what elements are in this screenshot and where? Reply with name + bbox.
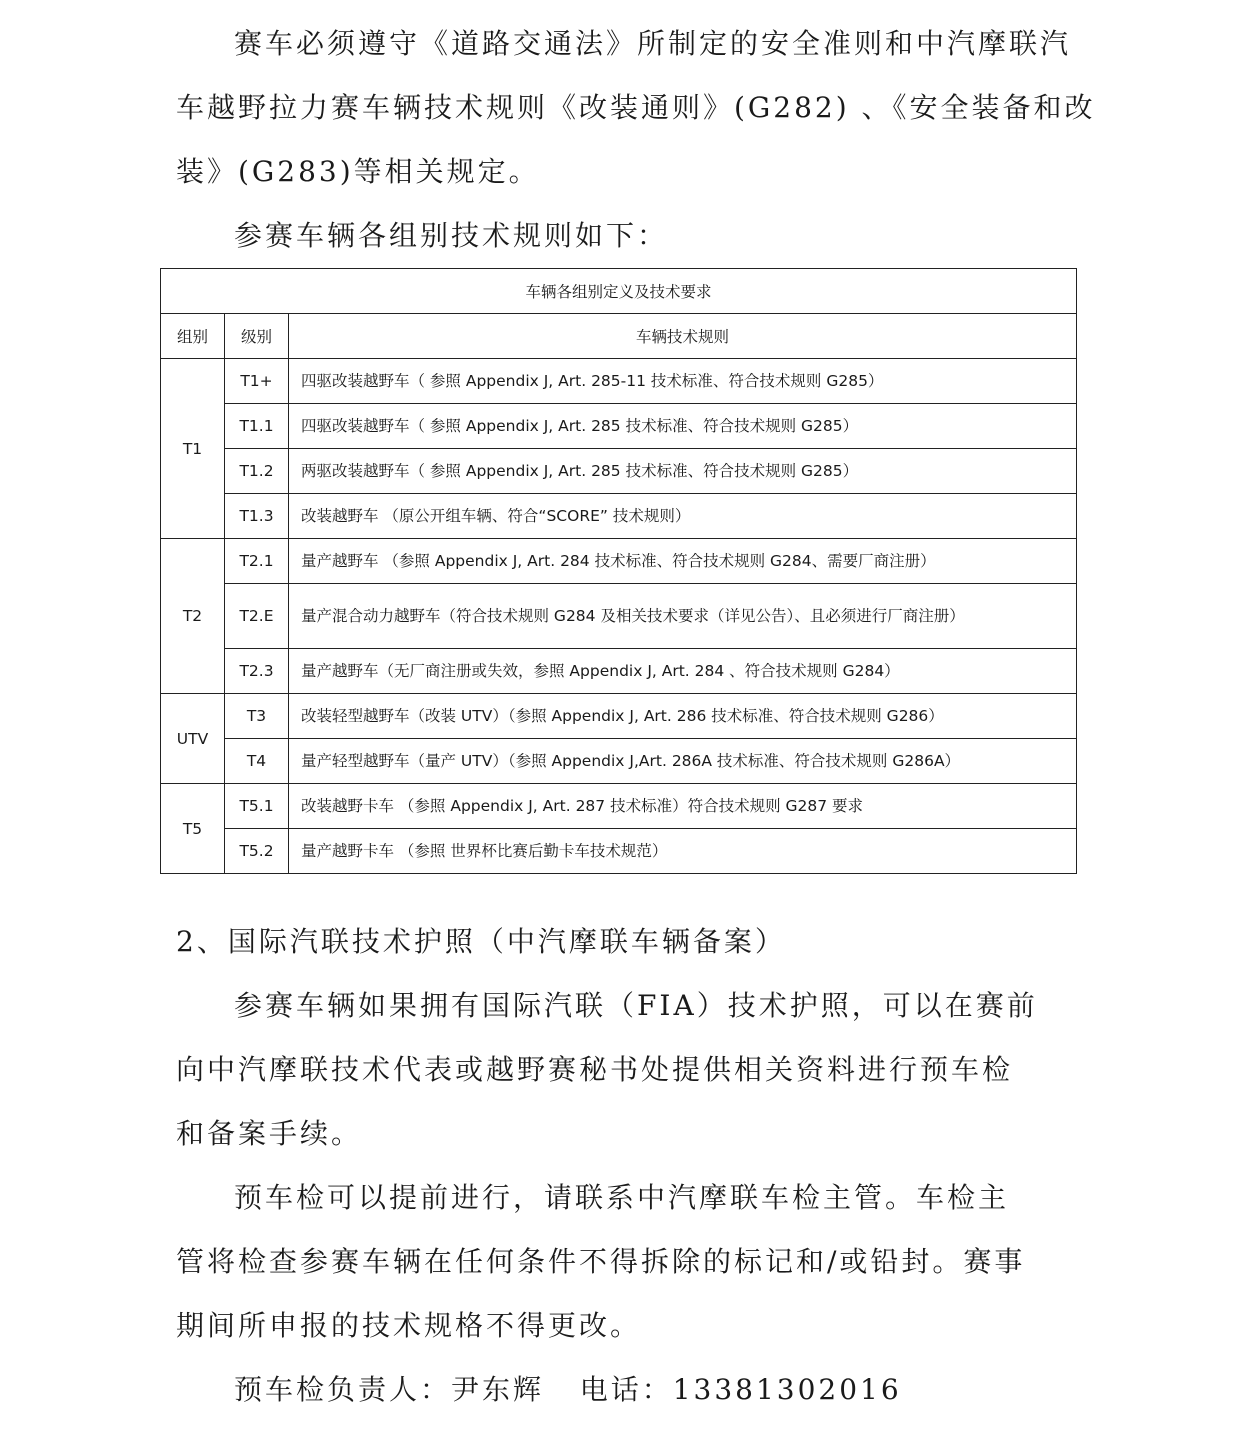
text-line: 和备案手续。	[176, 1117, 363, 1150]
rule-cell: 四驱改装越野车（ 参照 Appendix J, Art. 285-11 技术标准、符合技术规则 G285）	[289, 359, 1077, 404]
table-row	[161, 784, 1077, 829]
rule-cell: 量产混合动力越野车（符合技术规则 G284 及相关技术要求（详见公告）、且必须进行厂商注册）	[289, 584, 1077, 649]
contact-line: 预车检负责人：尹东辉 电话：13381302016	[234, 1373, 902, 1406]
table-row	[161, 829, 1077, 874]
header-rule: 车辆技术规则	[289, 314, 1077, 359]
rule-cell: 量产轻型越野车（量产 UTV）（参照 Appendix J,Art. 286A 技术标准、符合技术规则 G286A）	[289, 739, 1077, 784]
text-line: 期间所申报的技术规格不得更改。	[176, 1309, 642, 1342]
group-cell: T2	[161, 539, 225, 694]
text-line: 管将检查参赛车辆在任何条件不得拆除的标记和/或铅封。赛事	[176, 1245, 1026, 1278]
table-row	[161, 649, 1077, 694]
level-cell: T2.E	[225, 584, 289, 649]
table-row	[161, 359, 1077, 404]
table-intro-line: 参赛车辆各组别技术规则如下：	[234, 219, 669, 252]
rule-cell: 改装轻型越野车（改装 UTV）（参照 Appendix J, Art. 286 技术标准、符合技术规则 G286）	[289, 694, 1077, 739]
level-cell: T3	[225, 694, 289, 739]
level-cell: T1.3	[225, 494, 289, 539]
table-row	[161, 739, 1077, 784]
level-cell: T4	[225, 739, 289, 784]
text-line: 车越野拉力赛车辆技术规则《改装通则》(G282) 、《安全装备和改	[176, 91, 1096, 124]
table-title: 车辆各组别定义及技术要求	[161, 269, 1077, 314]
text-line: 预车检可以提前进行，请联系中汽摩联车检主管。车检主	[234, 1181, 1010, 1214]
table-row	[161, 404, 1077, 449]
section-heading: 2、国际汽联技术护照（中汽摩联车辆备案）	[176, 925, 786, 958]
rule-cell: 改装越野车 （原公开组车辆、符合“SCORE” 技术规则）	[289, 494, 1077, 539]
table-row	[161, 449, 1077, 494]
table-row	[161, 539, 1077, 584]
level-cell: T5.2	[225, 829, 289, 874]
text-line: 参赛车辆如果拥有国际汽联（FIA）技术护照，可以在赛前	[234, 989, 1038, 1022]
group-cell: UTV	[161, 694, 225, 784]
level-cell: T1+	[225, 359, 289, 404]
level-cell: T5.1	[225, 784, 289, 829]
text-line: 向中汽摩联技术代表或越野赛秘书处提供相关资料进行预车检	[176, 1053, 1014, 1086]
header-level: 级别	[225, 314, 289, 359]
level-cell: T1.1	[225, 404, 289, 449]
text-line: 装》(G283)等相关规定。	[176, 155, 540, 188]
table-row	[161, 584, 1077, 649]
level-cell: T2.1	[225, 539, 289, 584]
rule-cell: 量产越野卡车 （参照 世界杯比赛后勤卡车技术规范）	[289, 829, 1077, 874]
rule-cell: 四驱改装越野车（ 参照 Appendix J, Art. 285 技术标准、符合技术规则 G285）	[289, 404, 1077, 449]
rule-cell: 改装越野卡车 （参照 Appendix J, Art. 287 技术标准）符合技术规则 G287 要求	[289, 784, 1077, 829]
level-cell: T1.2	[225, 449, 289, 494]
section2	[176, 910, 1036, 1422]
table-row	[161, 494, 1077, 539]
header-group: 组别	[161, 314, 225, 359]
group-cell: T5	[161, 784, 225, 874]
vehicle-rules-table	[160, 268, 1077, 874]
rule-cell: 量产越野车（无厂商注册或失效，参照 Appendix J, Art. 284 、符合技术规则 G284）	[289, 649, 1077, 694]
group-cell: T1	[161, 359, 225, 539]
text-line: 赛车必须遵守《道路交通法》所制定的安全准则和中汽摩联汽	[234, 27, 1072, 60]
rule-cell: 量产越野车 （参照 Appendix J, Art. 284 技术标准、符合技术规则 G284、需要厂商注册）	[289, 539, 1077, 584]
table-row	[161, 694, 1077, 739]
level-cell: T2.3	[225, 649, 289, 694]
rule-cell: 两驱改装越野车（ 参照 Appendix J, Art. 285 技术标准、符合技术规则 G285）	[289, 449, 1077, 494]
intro-paragraph	[176, 12, 1096, 268]
